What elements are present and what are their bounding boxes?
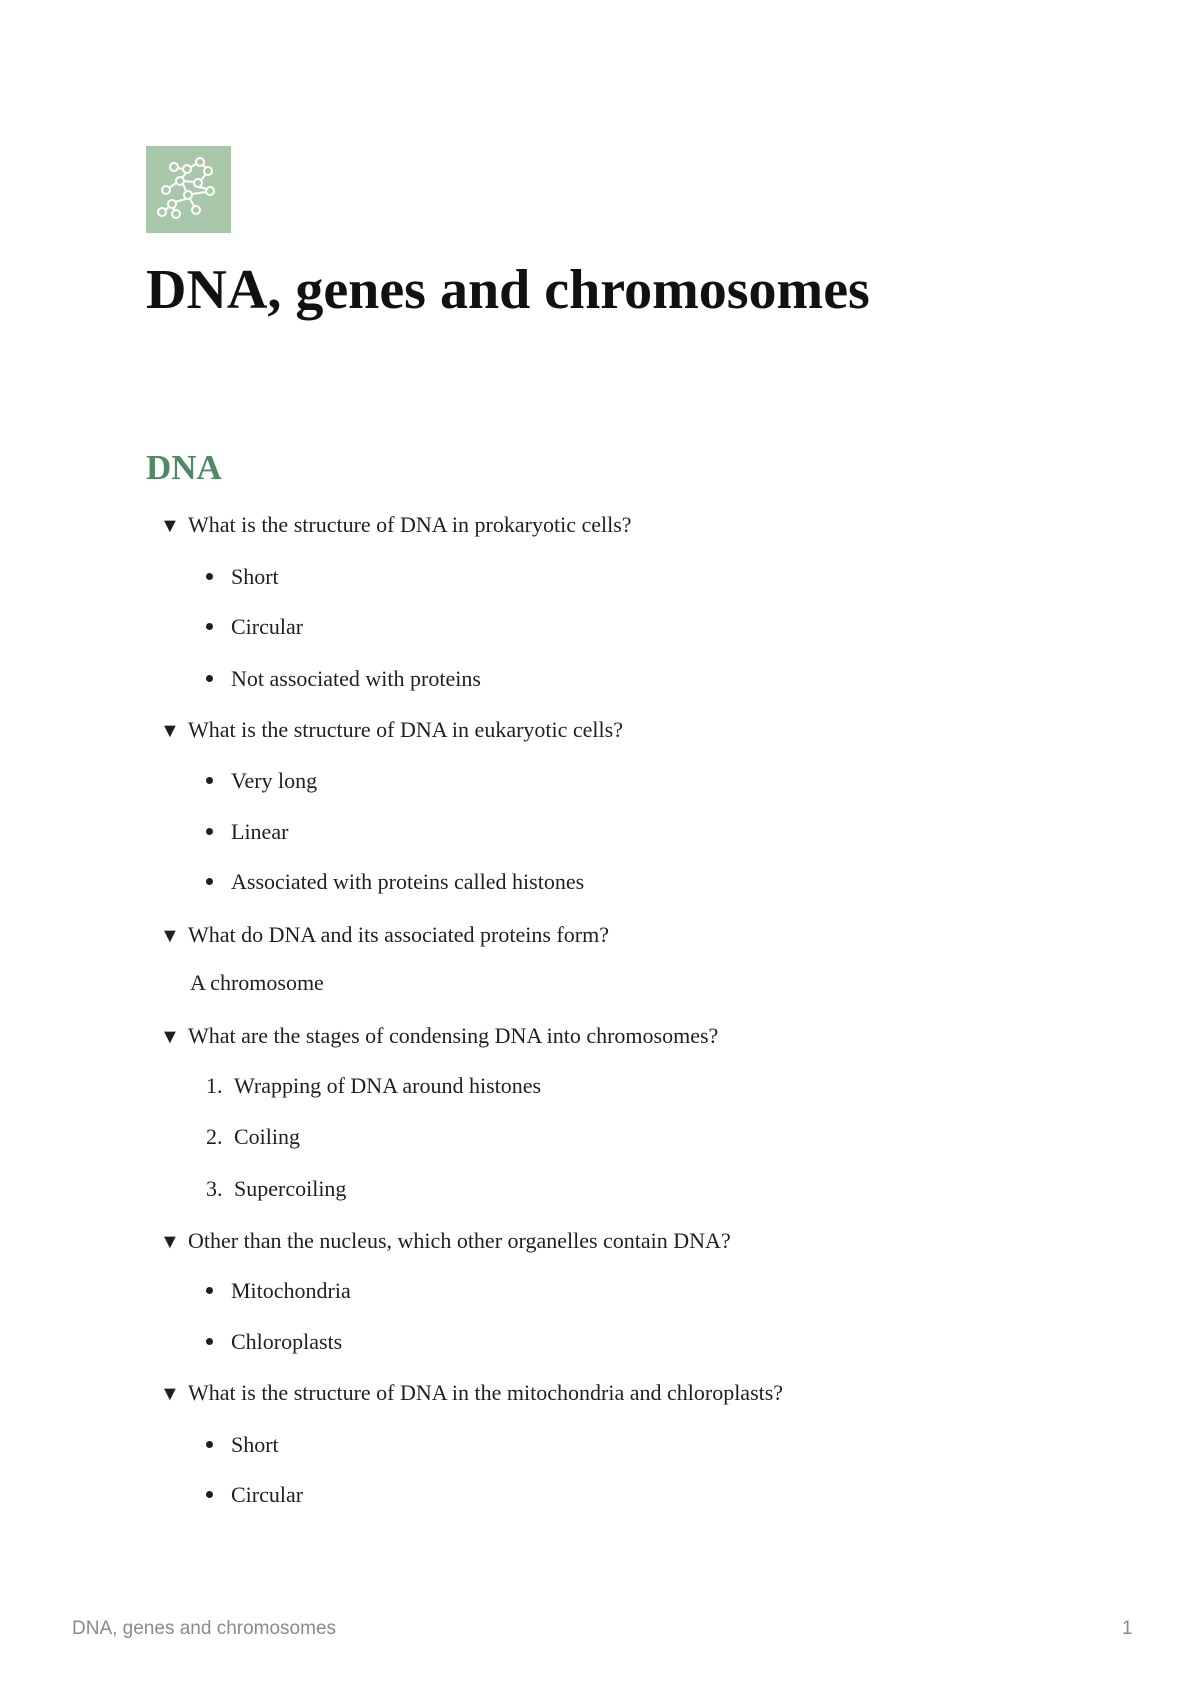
list-item — [206, 1071, 541, 1101]
toggle-question-text: What are the stages of condensing DNA into chromosomes? — [188, 1023, 719, 1048]
list-item — [206, 612, 303, 642]
toggle-question-mito-chloro[interactable] — [160, 1378, 783, 1409]
list-item — [206, 1327, 342, 1357]
list-item-text: Coiling — [234, 1124, 301, 1149]
bullet-icon — [206, 777, 213, 784]
toggle-triangle-icon[interactable]: ▼ — [160, 720, 180, 742]
list-item — [206, 1174, 346, 1204]
list-item-text: Not associated with proteins — [231, 666, 481, 691]
list-item — [206, 562, 279, 592]
footer-page-number: 1 — [1122, 1618, 1133, 1639]
page-icon — [146, 146, 231, 233]
bullet-icon — [206, 573, 213, 580]
bullet-icon — [206, 1287, 213, 1294]
list-item-text: Wrapping of DNA around histones — [234, 1073, 542, 1098]
list-item — [206, 1430, 279, 1460]
list-item — [206, 766, 317, 796]
footer-title: DNA, genes and chromosomes — [72, 1618, 337, 1639]
bullet-icon — [206, 878, 213, 885]
toggle-triangle-icon[interactable]: ▼ — [160, 515, 180, 537]
list-item-text: Circular — [231, 1482, 304, 1507]
list-item-text: Very long — [231, 768, 318, 793]
toggle-question-text: What is the structure of DNA in prokaryotic cells? — [188, 512, 632, 537]
list-number: 3. — [206, 1176, 223, 1201]
list-item-text: Linear — [231, 819, 289, 844]
toggle-triangle-icon[interactable]: ▼ — [160, 1383, 180, 1405]
list-item — [206, 1276, 351, 1306]
list-item-text: Circular — [231, 614, 304, 639]
bullet-icon — [206, 1491, 213, 1498]
toggle-question-text: What is the structure of DNA in eukaryotic cells? — [188, 717, 623, 742]
bullet-icon — [206, 675, 213, 682]
bullet-icon — [206, 828, 213, 835]
list-item-text: Short — [231, 564, 279, 589]
bullet-icon — [206, 1441, 213, 1448]
bullet-icon — [206, 1338, 213, 1345]
toggle-question-text: What do DNA and its associated proteins form? — [188, 922, 609, 947]
list-number: 2. — [206, 1124, 223, 1149]
list-number: 1. — [206, 1073, 223, 1098]
toggle-question-prokaryotic[interactable] — [160, 510, 632, 541]
toggle-question-eukaryotic[interactable] — [160, 715, 623, 746]
toggle-question-organelles[interactable] — [160, 1226, 731, 1257]
list-item — [206, 664, 481, 694]
list-item — [206, 1122, 300, 1152]
toggle-question-condensing[interactable] — [160, 1021, 718, 1052]
toggle-triangle-icon[interactable]: ▼ — [160, 1026, 180, 1048]
page-title: DNA, genes and chromosomes — [146, 259, 870, 321]
bullet-icon — [206, 623, 213, 630]
list-item-text: Mitochondria — [231, 1278, 351, 1303]
list-item-text: Short — [231, 1432, 279, 1457]
toggle-triangle-icon[interactable]: ▼ — [160, 925, 180, 947]
list-item — [206, 867, 584, 897]
section-heading-dna: DNA — [146, 448, 222, 487]
list-item-text: Associated with proteins called histones — [231, 869, 585, 894]
toggle-question-chromosome[interactable] — [160, 920, 609, 951]
list-item — [206, 1480, 303, 1510]
toggle-triangle-icon[interactable]: ▼ — [160, 1231, 180, 1253]
dna-molecule-icon — [146, 146, 231, 233]
toggle-answer-text: A chromosome — [190, 970, 324, 995]
list-item — [206, 817, 288, 847]
list-item-text: Chloroplasts — [231, 1329, 343, 1354]
toggle-question-text: What is the structure of DNA in the mitochondria and chloroplasts? — [188, 1380, 784, 1405]
list-item-text: Supercoiling — [234, 1176, 347, 1201]
toggle-question-text: Other than the nucleus, which other organelles contain DNA? — [188, 1228, 731, 1253]
